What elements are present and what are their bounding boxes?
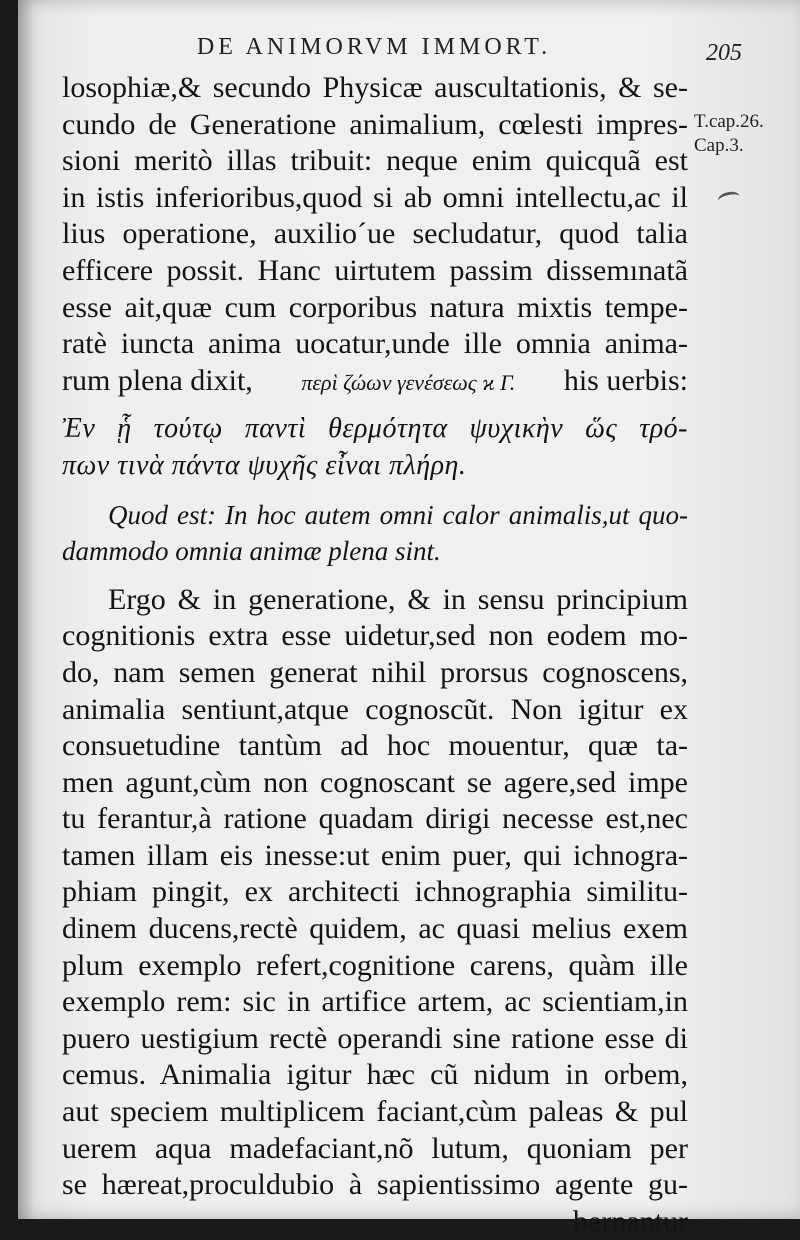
text-line: losophiæ,& secundo Physicæ auscultationis, & se- <box>62 71 688 104</box>
line-text-after: his uerbis: <box>563 363 688 397</box>
paragraph-line: phiam pingit, ex architecti ichnographia similitu- <box>62 875 688 909</box>
book-page <box>18 0 800 1238</box>
paragraph-line: animalia sentiunt,atque cognoscũt. Non igitur ex <box>62 692 688 726</box>
paragraph-line: exemplo rem: sic in artifice artem, ac scientiam,in <box>62 985 688 1019</box>
text-line: cundo de Generatione animalium, cœlesti impres- <box>62 107 688 141</box>
catchword: bernantur <box>573 1204 688 1238</box>
paragraph-line: se hæreat,proculdubio à sapientissimo agente gu- <box>62 1168 688 1202</box>
greek-quote-line: Ἐν ᾗ τούτῳ παντὶ θερμότητα ψυχικὴν ὥς τρό- <box>62 413 688 445</box>
paragraph-line: Ergo & in generatione, & in sensu principium <box>108 582 688 616</box>
paragraph-line: dinem ducens,rectè quidem, ac quasi melius exem <box>62 912 688 946</box>
margin-flourish-mark <box>717 190 741 207</box>
text-line: sioni meritò illas tribuit: neque enim quicquã est <box>62 144 688 178</box>
margin-note-2: Cap.3. <box>694 135 744 156</box>
paragraph-line: puero uestigium rectè operandi sine ratione esse di <box>62 1021 688 1055</box>
paragraph-line: consuetudine tantùm ad hoc mouentur, quæ ta- <box>62 729 688 763</box>
text-line: lius operatione, auxilio´ue secludatur, quod talia <box>62 217 688 251</box>
text-line: esse ait,quæ cum corporibus natura mixtis tempe- <box>62 290 688 324</box>
spacer <box>62 399 688 411</box>
spacer <box>62 570 688 582</box>
text-line-with-greek <box>62 363 688 400</box>
running-title: DE ANIMORVM IMMORT. <box>196 34 552 60</box>
paragraph-line: uerem aqua madefaciant,nõ lutum, quoniam per <box>62 1131 688 1165</box>
main-text-block <box>62 70 688 1240</box>
paragraph-line: men agunt,cùm non cognoscant se agere,sed impe <box>62 765 688 799</box>
margin-note-1: T.cap.26. <box>694 111 764 132</box>
paragraph-line: do, nam semen generat nihil prorsus cognoscens, <box>62 655 688 689</box>
greek-inline-citation: περὶ ζώων γενέσεως ϰ Γ. <box>301 369 516 395</box>
paragraph-line: aut speciem multiplicem faciant,cùm paleas & pul <box>62 1095 688 1129</box>
spacer <box>62 485 688 497</box>
translation-line: Quod est: In hoc autem omni calor animalis,ut quo- <box>108 499 688 530</box>
paragraph-line: tamen illam eis inesse:ut enim puer, qui ichnogra- <box>62 838 688 872</box>
paragraph-line: cemus. Animalia igitur hæc cũ nidum in orbem, <box>62 1058 688 1092</box>
paragraph-line: tu ferantur,à ratione quadam dirigi necesse est,nec <box>62 802 688 836</box>
text-line: efficere possit. Hanc uirtutem passim dissemınatã <box>62 253 688 287</box>
text-line: in istis inferioribus,quod si ab omni intellectu,ac il <box>62 180 688 214</box>
translation-line: dammodo omnia animæ plena sint. <box>62 536 441 567</box>
paragraph-line: cognitionis extra esse uidetur,sed non eodem mo- <box>62 619 688 653</box>
paragraph-line: plum exemplo refert,cognitione carens, quàm ille <box>62 948 688 982</box>
page-number: 205 <box>706 40 742 66</box>
text-line: ratè iuncta anima uocatur,unde ille omnia anima- <box>62 327 688 361</box>
line-text-before: rum plena dixit, <box>62 363 253 397</box>
greek-quote-line: πων τινὰ πάντα ψυχῆς εἶναι πλήρη. <box>62 449 467 481</box>
